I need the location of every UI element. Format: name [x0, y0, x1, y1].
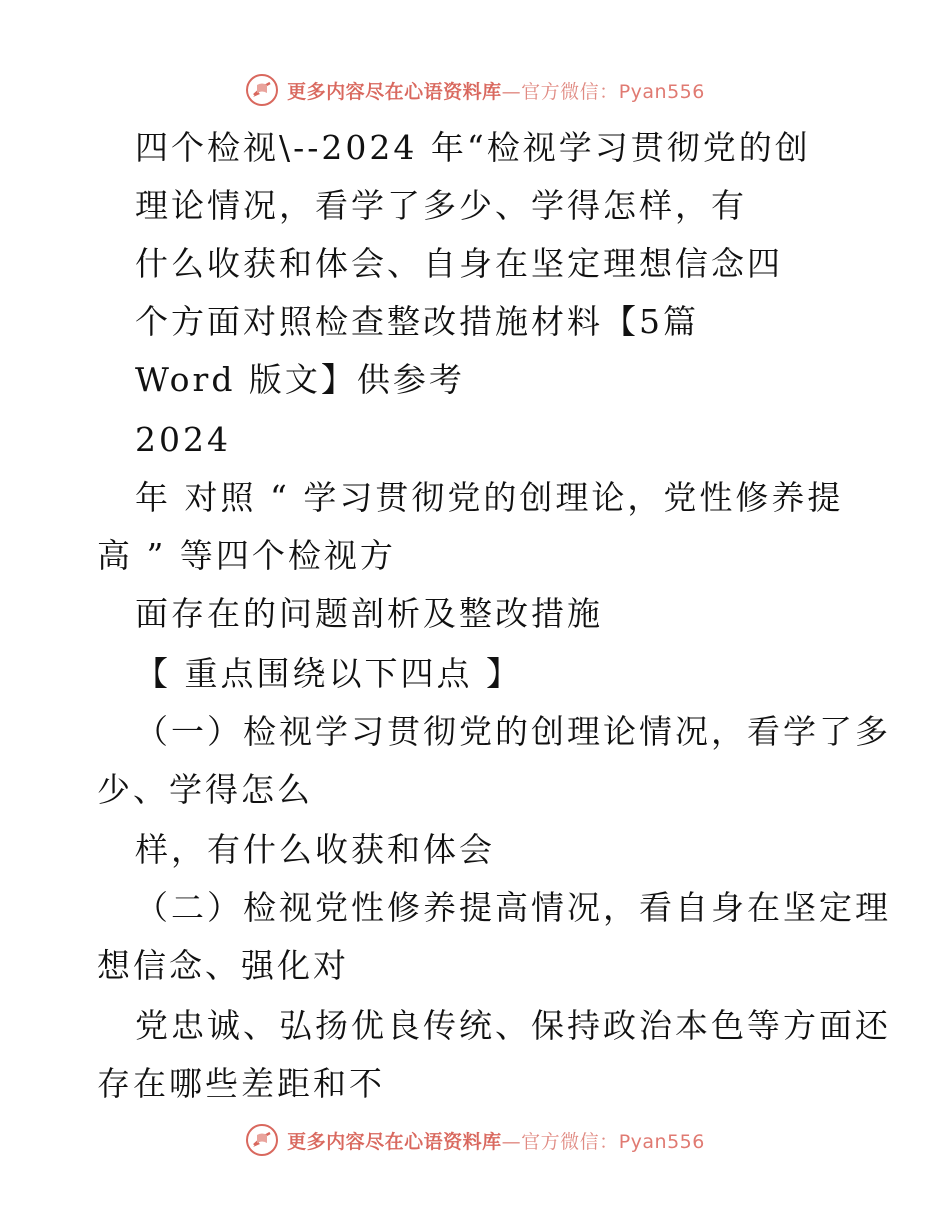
watermark-id: Pyan556 — [618, 80, 705, 103]
list-item-line: 样，有什么收获和体会 — [135, 830, 495, 869]
list-item-line: 少、学得怎么 — [97, 770, 313, 809]
year-line: 2024 — [135, 420, 231, 459]
header-watermark — [0, 70, 950, 110]
list-item-line: （二）检视党性修养提高情况，看自身在坚定理 — [135, 888, 891, 927]
title-line-5: Word 版文】供参考 — [135, 360, 465, 399]
list-item-line: 想信念、强化对 — [97, 946, 349, 985]
watermark-contact: 官方微信： — [521, 1130, 619, 1153]
book-pen-logo-icon — [245, 1123, 279, 1157]
footer-watermark — [0, 1120, 950, 1160]
list-item-line: 存在哪些差距和不 — [97, 1064, 385, 1103]
paragraph-line: 高 ” 等四个检视方 — [97, 536, 396, 575]
watermark-brand: 更多内容尽在心语资料库 — [287, 1130, 502, 1153]
watermark-contact: 官方微信： — [521, 80, 619, 103]
paragraph-line: 年 对照 “ 学习贯彻党的创理论，党性修养提 — [135, 478, 844, 517]
title-line-2: 理论情况，看学了多少、学得怎样，有 — [135, 186, 747, 225]
watermark-id: Pyan556 — [618, 1130, 705, 1153]
watermark-separator: — — [501, 1130, 522, 1153]
title-line-1: 四个检视\--2024 年“检视学习贯彻党的创 — [135, 128, 811, 167]
watermark-text — [287, 77, 705, 104]
watermark-separator: — — [501, 80, 522, 103]
section-heading: 【 重点围绕以下四点 】 — [135, 654, 522, 693]
list-item-line: （一）检视学习贯彻党的创理论情况，看学了多 — [135, 712, 891, 751]
paragraph-line: 面存在的问题剖析及整改措施 — [135, 594, 603, 633]
list-item-line: 党忠诚、弘扬优良传统、保持政治本色等方面还 — [135, 1006, 891, 1045]
book-pen-logo-icon — [245, 73, 279, 107]
title-line-4: 个方面对照检查整改措施材料【5篇 — [135, 302, 699, 341]
watermark-text — [287, 1127, 705, 1154]
watermark-brand: 更多内容尽在心语资料库 — [287, 80, 502, 103]
title-line-3: 什么收获和体会、自身在坚定理想信念四 — [135, 244, 783, 283]
